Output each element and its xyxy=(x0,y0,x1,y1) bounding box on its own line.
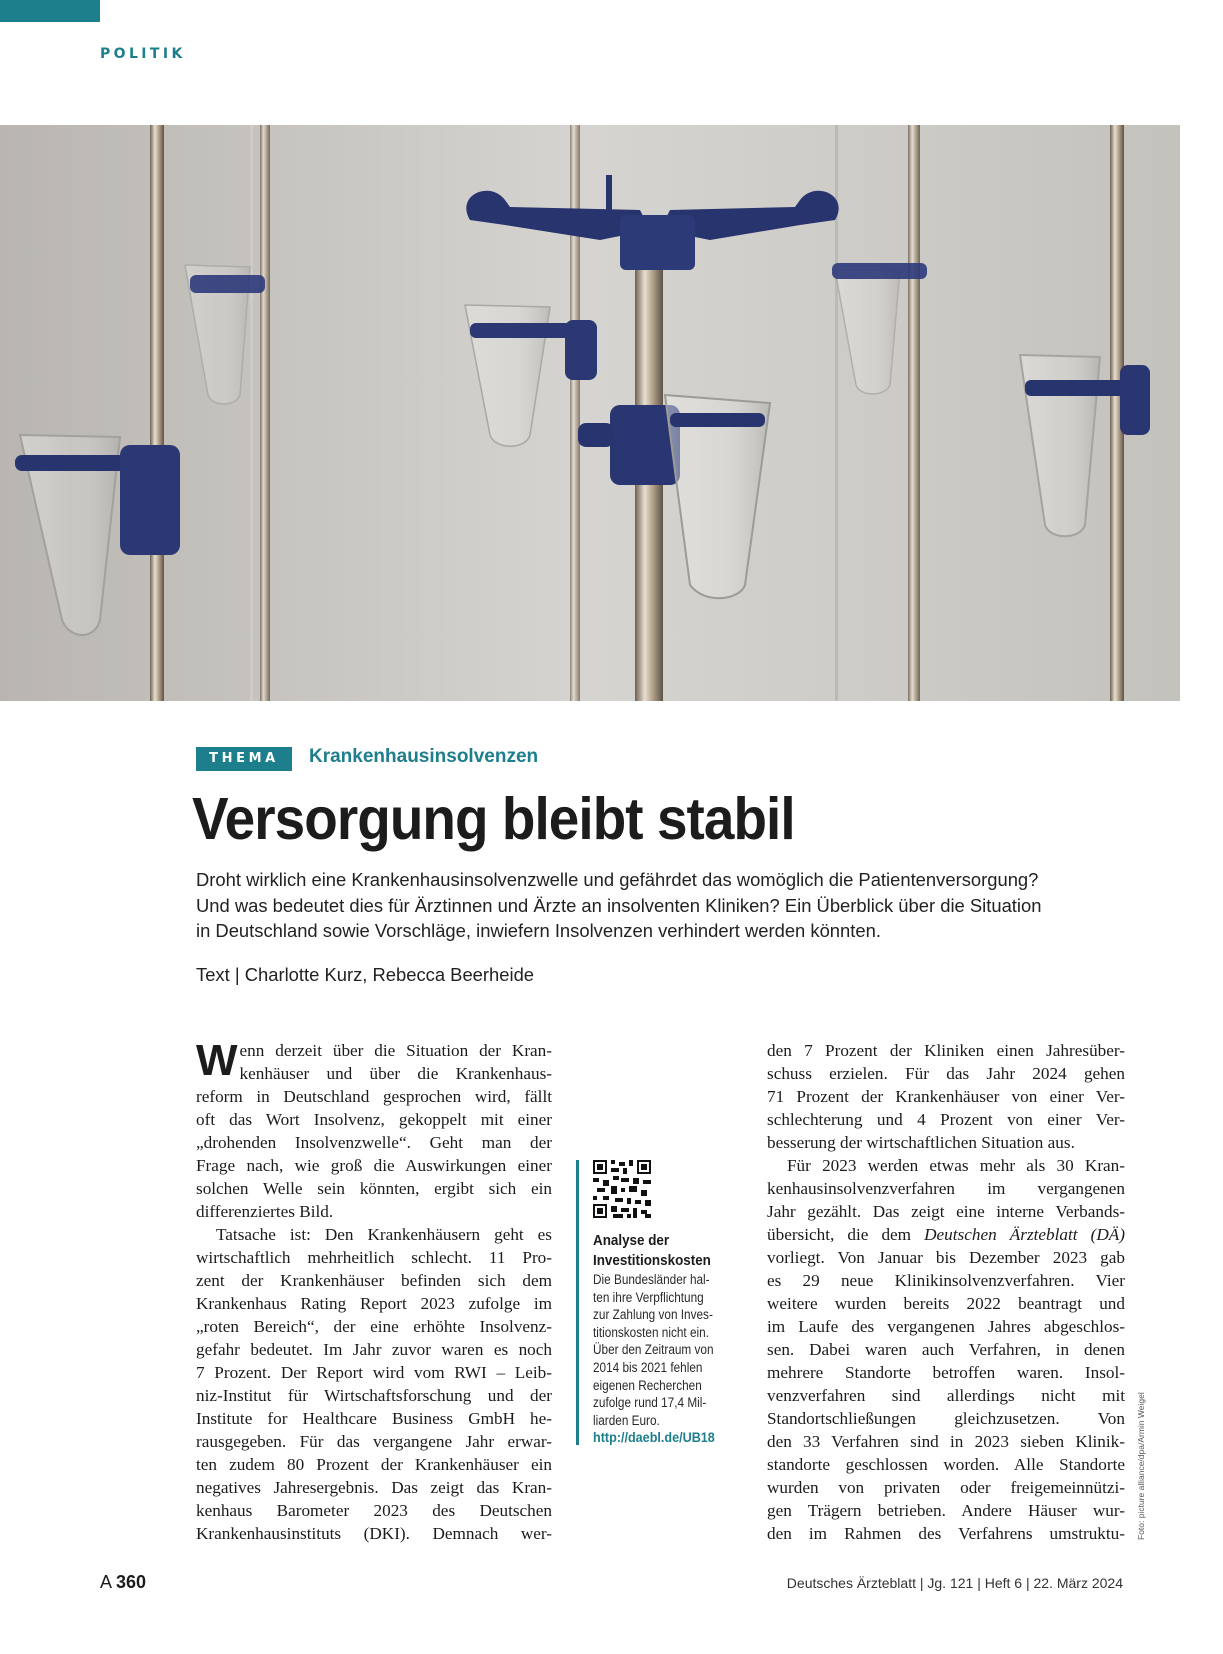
article-line: kenhäuser und über die Krankenhaus- xyxy=(239,1064,552,1083)
article-line: Frage nach, wie groß die Auswirkungen einer xyxy=(196,1156,552,1175)
article-line: ten zudem 80 Prozent der Krankenhäuser ein xyxy=(196,1455,552,1474)
article-line: besserung der wirtschaftlichen Situation aus. xyxy=(767,1133,1075,1152)
article-line: solchen Welle sein könnten, ergibt sich ein xyxy=(196,1179,552,1198)
article-line: gen Trägern betrieben. Andere Häuser wur- xyxy=(767,1501,1125,1520)
info-box-link[interactable]: http://daebl.de/UB18 xyxy=(593,1429,715,1446)
article-line: schuss erzielen. Für das Jahr 2024 gehen xyxy=(767,1064,1125,1083)
article-line: standorte geschlossen worden. Alle Standorte xyxy=(767,1455,1125,1474)
article-line: Für 2023 werden etwas mehr als 30 Kran- xyxy=(787,1156,1125,1175)
info-box-line: zufolge rund 17,4 Mil- xyxy=(593,1395,707,1411)
article-line: oft das Wort Insolvenz, gekoppelt mit einer xyxy=(196,1110,552,1129)
page-number xyxy=(100,1572,146,1593)
article-line: vorliegt. Von Januar bis Dezember 2023 gab xyxy=(767,1248,1125,1267)
article-line: sen. Dabei waren auch Verfahren, in denen xyxy=(767,1340,1125,1359)
article-line: niz-Institut für Wirtschaftsforschung und der xyxy=(196,1386,552,1405)
info-box-body xyxy=(593,1271,741,1429)
article-lines-left xyxy=(196,1085,552,1545)
article-line: zent der Krankenhäuser befinden sich dem xyxy=(196,1271,552,1290)
article-line: im Laufe des vergangenen Jahres abgeschlos- xyxy=(767,1317,1125,1336)
info-box-line: 2014 bis 2021 fehlen xyxy=(593,1359,703,1375)
article-line: weitere wurden bereits 2022 beantragt und xyxy=(767,1294,1125,1313)
info-box-line: Über den Zeitraum von xyxy=(593,1342,714,1358)
info-box-line: liarden Euro. xyxy=(593,1412,660,1428)
article-line: Institute for Healthcare Business GmbH he- xyxy=(196,1409,552,1428)
info-box-title: Analyse der xyxy=(593,1233,670,1249)
info-box-line: Die Bundesländer hal- xyxy=(593,1272,710,1287)
info-box-line: ten ihre Verpflichtung xyxy=(593,1289,704,1305)
info-box-line: zur Zahlung von Inves- xyxy=(593,1307,713,1323)
article-line: reform in Deutschland gesprochen wird, fällt xyxy=(196,1087,552,1106)
article-line: differenziertes Bild. xyxy=(196,1202,334,1221)
intro-line: Und was bedeutet dies für Ärztinnen und Ärzte an insolventen Kliniken? Ein Überblick über die Situation xyxy=(196,894,1042,916)
topic-label: Krankenhausinsolvenzen xyxy=(309,746,539,767)
article-line: „drohenden Insolvenzwelle“. Geht man der xyxy=(196,1133,552,1152)
article-line: kenhausinsolvenzverfahren im vergangenen xyxy=(767,1179,1125,1198)
article-line: es 29 neue Klinikinsolvenzverfahren. Vier xyxy=(767,1271,1125,1290)
qr-code-icon[interactable] xyxy=(593,1160,651,1218)
page-prefix: A xyxy=(100,1572,112,1592)
article-column-left xyxy=(196,1036,552,1545)
article-line: Krankenhausinstituts (DKI). Demnach wer- xyxy=(196,1524,552,1543)
article-line: enn derzeit über die Situation der Kran- xyxy=(239,1041,552,1060)
article-line: venzverfahren sind allerdings nicht mit xyxy=(767,1386,1125,1405)
intro-paragraph xyxy=(196,867,1126,944)
article-line: den 7 Prozent der Kliniken einen Jahresüber- xyxy=(767,1041,1125,1060)
drop-cap: W xyxy=(196,1036,238,1085)
intro-line: Droht wirklich eine Krankenhausinsolvenzwelle und gefährdet das womöglich die Patientenversorgung? xyxy=(196,869,1039,890)
section-label: POLITIK xyxy=(100,46,186,62)
info-box-line: eigenen Recherchen xyxy=(593,1377,702,1393)
article-line: 7 Prozent. Der Report wird vom RWI – Leib- xyxy=(196,1363,552,1382)
article-line: Krankenhaus Rating Report 2023 zufolge im xyxy=(196,1294,552,1313)
footer-citation: Deutsches Ärzteblatt | Jg. 121 | Heft 6 | 22. März 2024 xyxy=(786,1575,1123,1591)
article-line: kenhaus Barometer 2023 des Deutschen xyxy=(196,1501,552,1520)
article-line: den im Rahmen des Verfahrens umstruktu- xyxy=(767,1524,1125,1543)
info-box xyxy=(576,1160,741,1445)
info-box-title: Investitionskosten xyxy=(593,1253,711,1269)
article-line: Tatsache ist: Den Krankenhäusern geht es xyxy=(216,1225,552,1244)
photo-credit: Foto: picture alliance/dpa/Armin Weigel xyxy=(1136,1392,1146,1540)
article-column-right xyxy=(767,1039,1125,1545)
article-line: übersicht, die dem Deutschen Ärzteblatt (DÄ) xyxy=(767,1225,1125,1244)
article-line: Standortschließungen gleichzusetzen. Von xyxy=(767,1409,1125,1428)
article-line: 71 Prozent der Krankenhäuser von einer Ver- xyxy=(767,1087,1125,1106)
article-line: wirtschaftlich mehrheitlich schlecht. 11 Pro- xyxy=(196,1248,552,1267)
article-line: rausgegeben. Für das vergangene Jahr erwar- xyxy=(196,1432,552,1451)
article-line: Jahr gezählt. Das zeigt eine interne Verbands- xyxy=(767,1202,1125,1221)
hero-image xyxy=(0,125,1180,701)
thema-tag: THEMA xyxy=(196,747,292,771)
byline: Text | Charlotte Kurz, Rebecca Beerheide xyxy=(196,964,535,985)
article-line: den 33 Verfahren sind in 2023 sieben Klinik- xyxy=(767,1432,1125,1451)
top-accent-bar xyxy=(0,0,100,22)
page-number-value: 360 xyxy=(116,1572,147,1592)
article-line: negatives Jahresergebnis. Das zeigt das Kran- xyxy=(196,1478,552,1497)
intro-line: in Deutschland sowie Vorschläge, inwiefern Insolvenzen verhindert werden könnten. xyxy=(196,920,881,941)
headline: Versorgung bleibt stabil xyxy=(192,786,795,852)
article-line: „roten Bereich“, der eine erhöhte Insolvenz- xyxy=(196,1317,552,1336)
info-box-line: titionskosten nicht ein. xyxy=(593,1324,709,1340)
article-line: gefahr bedeutet. Im Jahr zuvor waren es noch xyxy=(196,1340,552,1359)
article-line: mehrere Standorte betroffen waren. Insol- xyxy=(767,1363,1125,1382)
article-lines-right xyxy=(767,1039,1125,1545)
article-line: wurden von privaten oder freigemeinnützi- xyxy=(767,1478,1125,1497)
article-line: schlechterung und 4 Prozent von einer Ver- xyxy=(767,1110,1125,1129)
